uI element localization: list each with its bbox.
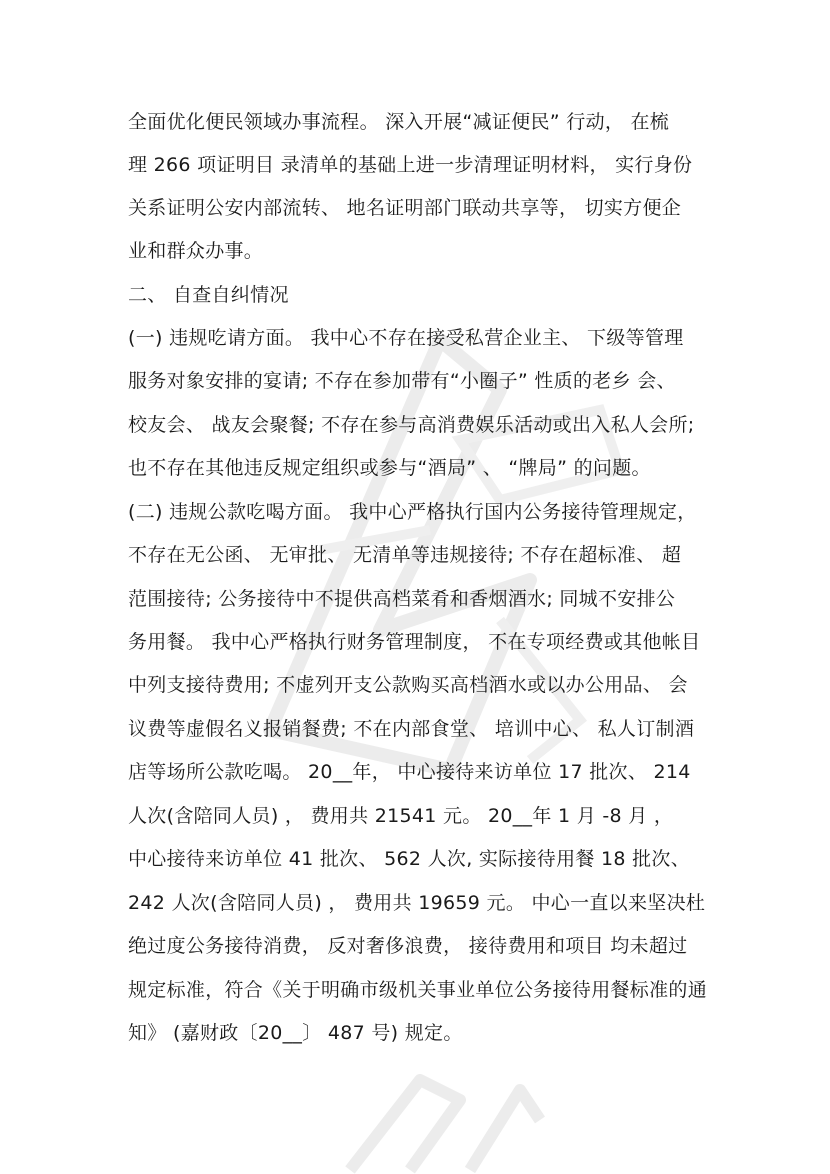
text-line: 也不存在其他违反规定组织或参与“酒局” 、 “牌局” 的问题。 [128,457,651,479]
text-line: 知》 (嘉财政〔20__〕 487 号) 规定。 [128,1022,463,1044]
text-line: 全面优化便民领域办事流程。 深入开展“减证便民” 行动， 在梳 [128,111,670,133]
section-heading: 二、 自查自纠情况 [128,284,289,306]
text-line: 关系证明公安内部流转、 地名证明部门联动共享等， 切实方便企 [128,197,682,219]
text-line: 理 266 项证明目 录清单的基础上进一步清理证明材料， 实行身份 [128,154,693,176]
text-line: 绝过度公务接待消费， 反对奢侈浪费， 接待费用和项目 均未超过 [128,935,688,957]
text-line: (二) 违规公款吃喝方面。 我中心严格执行国内公务接待管理规定， [128,501,697,523]
text-line: 中心接待来访单位 41 批次、 562 人次, 实际接待用餐 18 批次、 [128,848,691,870]
text-line: 务用餐。 我中心严格执行财务管理制度， 不在专项经费或其他帐目 [128,631,701,653]
text-line: (一) 违规吃请方面。 我中心不存在接受私营企业主、 下级等管理 [128,327,684,349]
text-line: 议费等虚假名义报销餐费; 不在内部食堂、 培训中心、 私人订制酒 [128,718,695,740]
text-line: 中列支接待费用; 不虚列开支公款购买高档酒水或以办公用品、 会 [128,674,688,696]
watermark-fragment-icon [330,1060,550,1174]
text-line: 服务对象安排的宴请; 不存在参加带有“小圈子” 性质的老乡 会、 [128,370,676,392]
text-line: 人次(含陪同人员) ， 费用共 21541 元。 20__年 1 月 -8 月 ， [128,805,674,827]
text-line: 242 人次(含陪同人员) ， 费用共 19659 元。 中心一直以来坚决杜 [128,892,706,914]
text-line: 范围接待; 公务接待中不提供高档菜肴和香烟酒水; 同城不安排公 [128,588,676,610]
text-line: 店等场所公款吃喝。 20__年， 中心接待来访单位 17 批次、 214 [128,761,691,783]
text-line: 校友会、 战友会聚餐; 不存在参与高消费娱乐活动或出入私人会所; [128,414,695,436]
text-line: 业和群众办事。 [128,240,264,262]
text-line: 规定标准，符合《关于明确市级机关事业单位公务接待用餐标准的通 [128,979,708,1001]
text-line: 不存在无公函、 无审批、 无清单等违规接待; 不存在超标准、 超 [128,544,682,566]
